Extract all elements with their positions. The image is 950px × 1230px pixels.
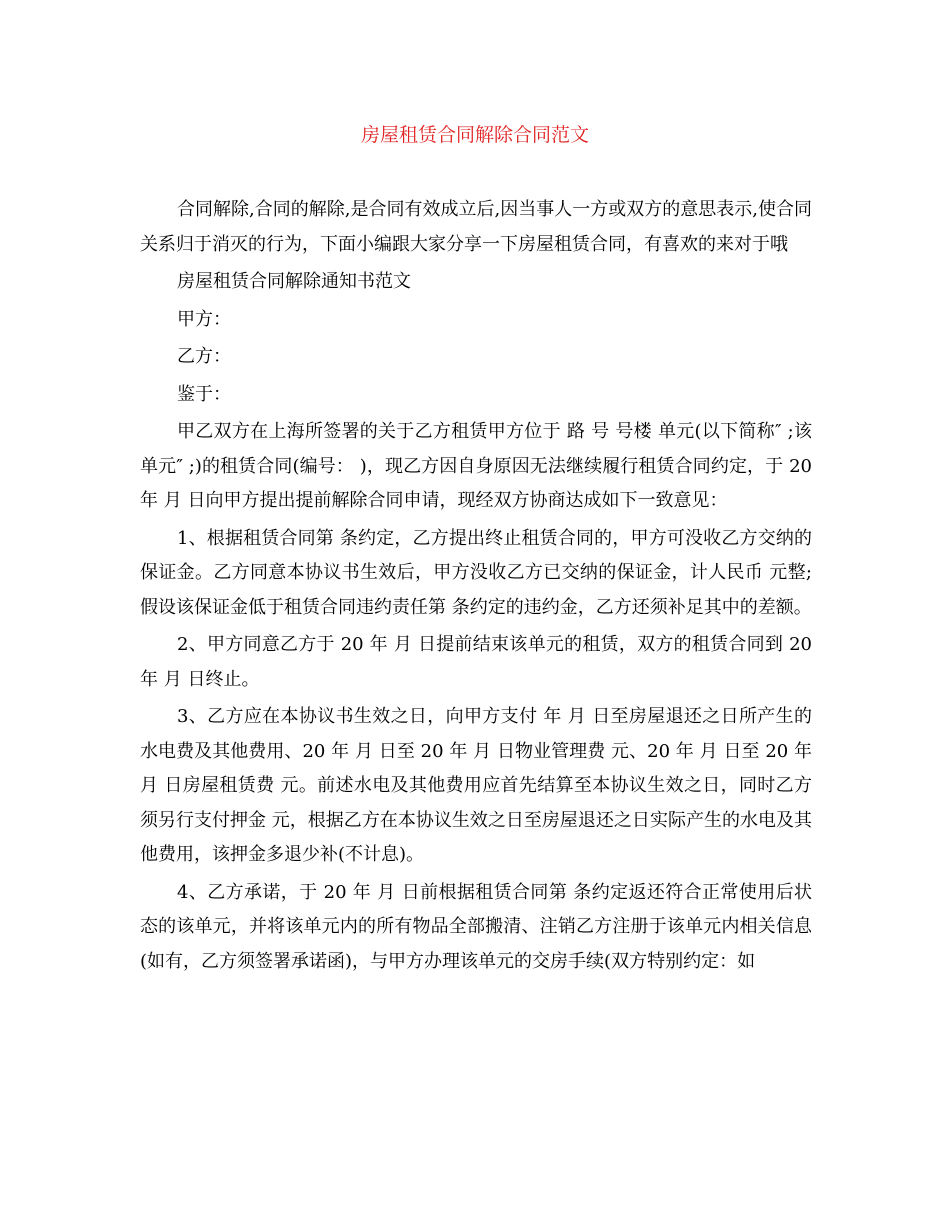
- clause-4-paragraph: 4、乙方承诺，于 20 年 月 日前根据租赁合同第 条约定返还符合正常使用后状态的该单元，并将该单元内的所有物品全部搬清、注销乙方注册于该单元内相关信息(如有，乙方须签署承诺函)，与甲方办理该单元的交房手续(双方特别约定：如: [140, 881, 812, 972]
- notice-heading: 房屋租赁合同解除通知书范文: [177, 271, 411, 292]
- document-body: [140, 193, 818, 982]
- whereas-line: 鉴于：: [177, 383, 231, 405]
- clause-1-paragraph: 1、根据租赁合同第 条约定，乙方提出终止租赁合同的，甲方可没收乙方交纳的保证金。乙方同意本协议书生效后，甲方没收乙方已交纳的保证金，计人民币 元整;假设该保证金低于租赁合同违约责任第 条约定的违约金，乙方还须补足其中的差额。: [140, 527, 812, 618]
- party-a-line: 甲方：: [177, 308, 231, 330]
- clause-2-paragraph: 2、甲方同意乙方于 20 年 月 日提前结束该单元的租赁，双方的租赁合同到 20 年 月 日终止。: [140, 634, 818, 690]
- clause-3-paragraph: 3、乙方应在本协议书生效之日，向甲方支付 年 月 日至房屋退还之日所产生的水电费及其他费用、20 年 月 日至 20 年 月 日物业管理费 元、20 年 月 日至 20 年 月 日房屋租赁费 元。前述水电及其他费用应首先结算至本协议生效之日，同时乙方须另行支付押金 元，根据乙方在本协议生效之日至房屋退还之日实际产生的水电及其他费用，该押金多退少补(不计息)。: [140, 706, 818, 865]
- background-paragraph: 甲乙双方在上海所签署的关于乙方租赁甲方位于 路 号 号楼 单元(以下简称″ ;该单元″ ;)的租赁合同(编号： )，现乙方因自身原因无法继续履行租赁合同约定，于 20 年 月 日向甲方提出提前解除合同申请，现经双方协商达成如下一致意见：: [140, 421, 818, 511]
- intro-paragraph: 合同解除,合同的解除,是合同有效成立后,因当事人一方或双方的意思表示,使合同关系归于消灭的行为，下面小编跟大家分享一下房屋租赁合同，有喜欢的来对于哦: [140, 199, 812, 255]
- party-b-line: 乙方：: [177, 346, 231, 367]
- document-title: 房屋租赁合同解除合同范文: [360, 124, 589, 146]
